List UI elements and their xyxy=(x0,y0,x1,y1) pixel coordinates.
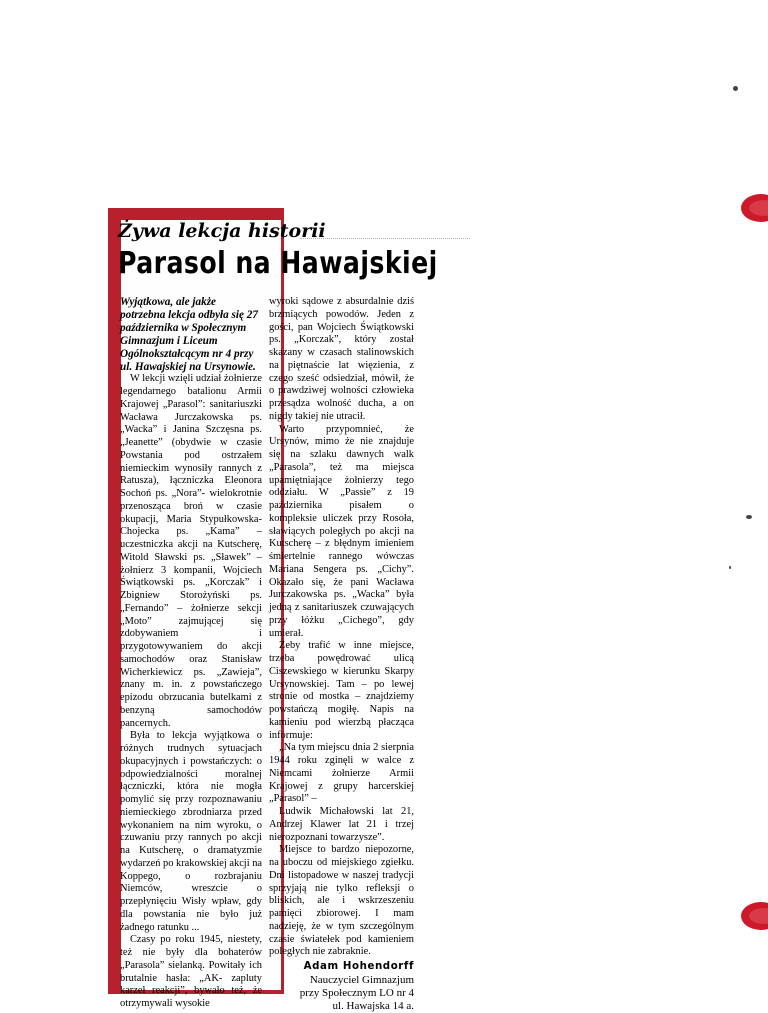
article-paragraph: W lekcji wzięli udział żołnierze legendarnego batalionu Armii Krajowej „Parasol”: sanitariuszki Wacława Jurczakowska ps. „Wacka” i Janina Szczęsna ps. „Jeanette” (obydwie w czasie Powstania pod ostrzałem niemieckim wynosiły rannych z Ratusza), łączniczka Eleonora Sochoń ps. „Nora”- wielokrotnie przenosząca broń w czasie okupacji, Maria Stypułkowska- Chojecka ps. „Kama” – uczestniczka akcji na Kutscherę, Witold Sławski ps. „Sławek” – żołnierz 3 kompanii, Wojciech Świątkowski ps. „Korczak” i Zbigniew Storożyński ps. „Fernando” – żołnierze sekcji „Moto” zajmującej się zdobywaniem i przygotowywaniem do akcji samochodów oraz Stanisław Wicherkiewicz ps. „Zawieja”, znany m. in. z powstańczego epizodu obrzucania butelkami z benzyną samochodów pancernych. xyxy=(120,373,262,729)
article-column-left xyxy=(120,296,262,1011)
signature-line: ul. Hawajska 14 a. xyxy=(332,999,414,1012)
kicker-rule xyxy=(300,238,470,240)
article-paragraph: „Na tym miejscu dnia 2 sierpnia 1944 roku zginęli w walce z Niemcami żołnierze Armii Krajowej z grupy harcerskiej „Parasol” – xyxy=(269,742,414,805)
article-paragraph: wyroki sądowe z absurdalnie dziś brzmiących powodów. Jeden z gości, pan Wojciech Świątkowski ps. „Korczak”, który został skazany w czasach stalinowskich na piętnaście lat więzienia, z czego sześć odsiedział, mówił, że o prawdziwej wolności człowieka przesądza wolność ducha, a on nigdy takiej nie utracił. xyxy=(269,296,414,422)
dust-speck xyxy=(729,566,731,569)
article-paragraph: Miejsce to bardzo niepozorne, na uboczu od miejskiego zgiełku. Dni listopadowe w naszej tradycji sprzyjają nie tylko refleksji o bliskich, ale i wskrzeszeniu pamięci zbiorowej. I mam nadzieję, że w tym szczególnym czasie światełek pod kamieniem poległych nie zabraknie. xyxy=(269,844,414,958)
dust-speck xyxy=(746,515,752,519)
article-column-right xyxy=(269,296,414,1013)
article-signature xyxy=(269,961,414,1013)
signature-line: przy Społecznym LO nr 4 xyxy=(299,986,414,999)
signature-line: Nauczyciel Gimnazjum xyxy=(309,973,414,986)
article-headline: Parasol na Hawajskiej xyxy=(118,246,438,281)
binder-ring-icon xyxy=(741,902,768,930)
dust-speck xyxy=(733,86,738,91)
article-paragraph: Ludwik Michałowski lat 21, Andrzej Klawer lat 21 i trzej nierozpoznani towarzysze”. xyxy=(269,806,414,843)
binder-ring-icon xyxy=(741,194,768,222)
article-kicker: Żywa lekcja historii xyxy=(118,220,326,242)
signature-name: Adam Hohendorff xyxy=(303,961,414,972)
article-paragraph: Żeby trafić w inne miejsce, trzeba powędrować ulicą Ciszewskiego w kierunku Skarpy Ursynowskiej. Tam – po lewej stronie od mostka – znajdziemy powstańczą mogiłę. Napis na kamieniu pod wierzbą płacząca informuje: xyxy=(269,640,414,741)
article-paragraph: Czasy po roku 1945, niestety, też nie były dla bohaterów „Parasola” sielanką. Powitały ich brutalnie hasła: „AK- zapluty karzeł reakcji”, bywało też, że otrzymywali wysokie xyxy=(120,934,262,1010)
article-lead: Wyjątkowa, ale jakże potrzebna lekcja odbyła się 27 października w Społecznym Gimnazjum i Liceum Ogólnokształcącym nr 4 przy ul. Hawajskiej na Ursynowie. xyxy=(120,296,258,373)
article-paragraph: Była to lekcja wyjątkowa o różnych trudnych sytuacjach okupacyjnych i powstańczych: o odpowiedzialności moralnej łączniczki, która nie mogła pomylić się przy rozpoznawaniu niemieckiego zbrodniarza przed wykonaniem na nim wyroku, o czuwaniu przy rannych po akcji na Kutscherę, o dramatyzmie wydarzeń po krakowskiej akcji na Koppego, o rozbrajaniu Niemców, wreszcie o przepłynięciu Wisły wpław, gdy dla powstania nie było już żadnego ratunku ... xyxy=(120,730,262,933)
article-paragraph: Warto przypomnieć, że Ursynów, mimo że nie znajduje się na szlaku dawnych walk „Parasola”, też ma miejsca upamiętniające żołnierzy tego oddziału. W „Passie” z 19 października pisałem o kompleksie uliczek przy Rosoła, sławiących poległych po akcji na Kutscherę – z błędnym imieniem śmiertelnie rannego wówczas Mariana Sengera ps. „Cichy”. Okazało się, że pani Wacława Jurczakowska ps. „Wacka” była jedną z sanitariuszek czuwających przy łóżku „Cichego”, gdy umierał. xyxy=(269,423,414,639)
